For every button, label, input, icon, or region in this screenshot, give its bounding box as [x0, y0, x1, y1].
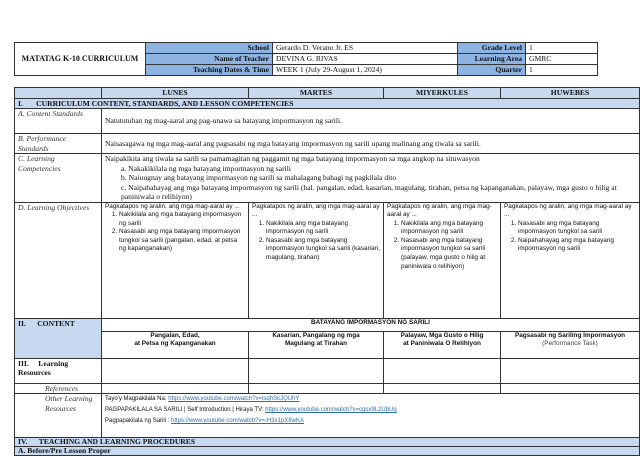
objectives-label: D. Learning Objectives — [15, 202, 102, 318]
resources-label: III. Learning Resources — [15, 358, 102, 383]
resource-link[interactable]: https://www.youtube.com/watch?v=lsqhSkJQUhY — [168, 396, 300, 402]
empty-cell — [384, 383, 501, 394]
resource-link[interactable]: https://www.youtube.com/watch?v=cqsx9L2UbUg — [265, 407, 397, 413]
dates-value: WEEK 1 (July 29-August 1, 2024) — [273, 65, 458, 76]
section-number: I. — [18, 98, 23, 108]
competencies-text: Naipakikita ang tiwala sa sarili sa pamamagitan ng paggamit ng mga batayang impormasyon sa mga angkop na situwasyon — [105, 154, 480, 163]
school-value: Gerardo D. Verano Jr. ES — [273, 43, 458, 54]
objectives-lunes: Pagkatapos ng aralin, ang mga mag-aaral ay ... 1. Nakikilala ang mga batayang impormasyon ng sarili 2. Nasasabi ang mga batayang impormasyon tungkol sa sarili (pangalan, edad, at petsa ng kapanganakan) — [102, 202, 249, 318]
objectives-miyerkules: Pagkatapos ng aralin, ang mga mag-aaral ay ... 1. Nakikilala ang mga batayang impormasyon ng sarili 2. Nasasabi ang mga batayang impormasyon tungkol sa sarili (palayaw, mga gusto o hilig at paniniwala o relihiyon) — [384, 202, 501, 318]
lesson-plan-table — [14, 87, 640, 456]
day-miyerkules: MIYERKULES — [384, 88, 501, 99]
topic-lunes: Pangalan, Edad, at Petsa ng Kapanganakan — [102, 331, 249, 358]
teacher-value: DEVINA G. RIVAS — [273, 54, 458, 65]
section-4-header: IV. TEACHING AND LEARNING PROCEDURES — [15, 438, 640, 447]
competency-item: a. Nakakikilala ng mga batayang impormasyon ng sarili — [121, 163, 291, 173]
area-value: GMRC — [526, 54, 598, 65]
dates-label: Teaching Dates & Time — [146, 65, 273, 76]
school-label: School — [146, 43, 273, 54]
topic-huwebes: Pagsasabi ng Sariling Impormasyon (Performance Task) — [501, 331, 640, 358]
competencies-cell — [102, 154, 640, 203]
other-resources-links: Tayo'y Magpakilala Na: https://www.youtube.com/watch?v=lsqhSkJQUhY PAGPAPAKILALA SA SARILI | Self Introduction | Hiraya TV: https://www.youtube.com/watch?v=cqsx9L2UbUg Pagpapakilala ng Sarili : https://www.youtube.com/watch?v=-H3x1pX8wKA — [102, 394, 640, 438]
performance-standards-text: Naisasagawa ng mga mag-aaral ang pagsasabi ng mga batayang impormasyon ng sarili upang malinang ang tiwala sa sarili. — [102, 134, 640, 154]
empty-cell — [501, 383, 640, 394]
objectives-huwebes: Pagkatapos ng aralin, ang mga mag-aaral ay ... 1. Nasasabi ang mga batayang impormasyon tungkol sa sarili 2. Naipahahayag ang mga batayang impormasyon ng sarili — [501, 202, 640, 318]
topic-miyerkules: Palayaw, Mga Gusto o Hilig at Paniniwala O Relihiyon — [384, 331, 501, 358]
quarter-label: Quarter — [458, 65, 526, 76]
header-table — [14, 42, 598, 76]
grade-value: 1 — [526, 43, 598, 54]
area-label: Learning Area — [458, 54, 526, 65]
content-standards-label: A. Content Standards — [15, 109, 102, 134]
day-lunes: LUNES — [102, 88, 249, 99]
topic-martes: Kasarian, Pangalang ng mga Magulang at Tirahan — [249, 331, 384, 358]
objectives-martes: Pagkatapos ng aralin, ang mga mag-aaral ay ... 1. Nakikilala ang mga batayang impormasyon ng sarili 2. Nasasabi ang mga batayang impormasyon tungkol sa sarili (kasarian, magulang, tirahan) — [249, 202, 384, 318]
competency-item: c. Naipahahayag ang mga batayang impormasyon ng sarili (hal. pangalan, edad, kasarian, magulang, tirahan, petsa ng kapanganakan, palayaw, mga gusto o hilig at paniniwala o relihiyon) — [121, 182, 617, 201]
day-martes: MARTES — [249, 88, 384, 99]
section-1-header — [15, 98, 640, 109]
empty-cell — [384, 358, 501, 383]
empty-cell — [501, 358, 640, 383]
curriculum-brand: MATATAG K-10 CURRICULUM — [15, 43, 146, 76]
section-title: CURRICULUM CONTENT, STANDARDS, AND LESSON COMPETENCIES — [36, 98, 294, 108]
content-standards-text: Natututuhan ng mag-aaral ang pag-unawa sa batayang impormasyon ng sarili. — [102, 109, 640, 134]
resource-link[interactable]: https://www.youtube.com/watch?v=-H3x1pX8wKA — [171, 418, 304, 424]
grade-label: Grade Level — [458, 43, 526, 54]
corner-cell — [15, 88, 102, 99]
empty-cell — [102, 358, 249, 383]
content-topic: BATAYANG IMPORMASYON NG SARILI — [102, 318, 640, 331]
empty-cell — [249, 358, 384, 383]
before-lesson-header: A. Before/Pre Lesson Proper — [15, 447, 640, 456]
competencies-label: C. Learning Competencies — [15, 154, 102, 203]
quarter-value: 1 — [526, 65, 598, 76]
teacher-label: Name of Teacher — [146, 54, 273, 65]
day-huwebes: HUWEBES — [501, 88, 640, 99]
content-label: II. CONTENT — [15, 318, 102, 358]
competency-item: b. Naiuugnay ang batayang impormasyon ng sarili sa mahalagang bahagi ng pagkilala dito — [121, 173, 397, 182]
references-label: References — [15, 383, 102, 394]
other-resources-label: Other Learning Resources — [15, 394, 102, 438]
empty-cell — [102, 383, 249, 394]
performance-standards-label: B. Performance Standards — [15, 134, 102, 154]
empty-cell — [249, 383, 384, 394]
